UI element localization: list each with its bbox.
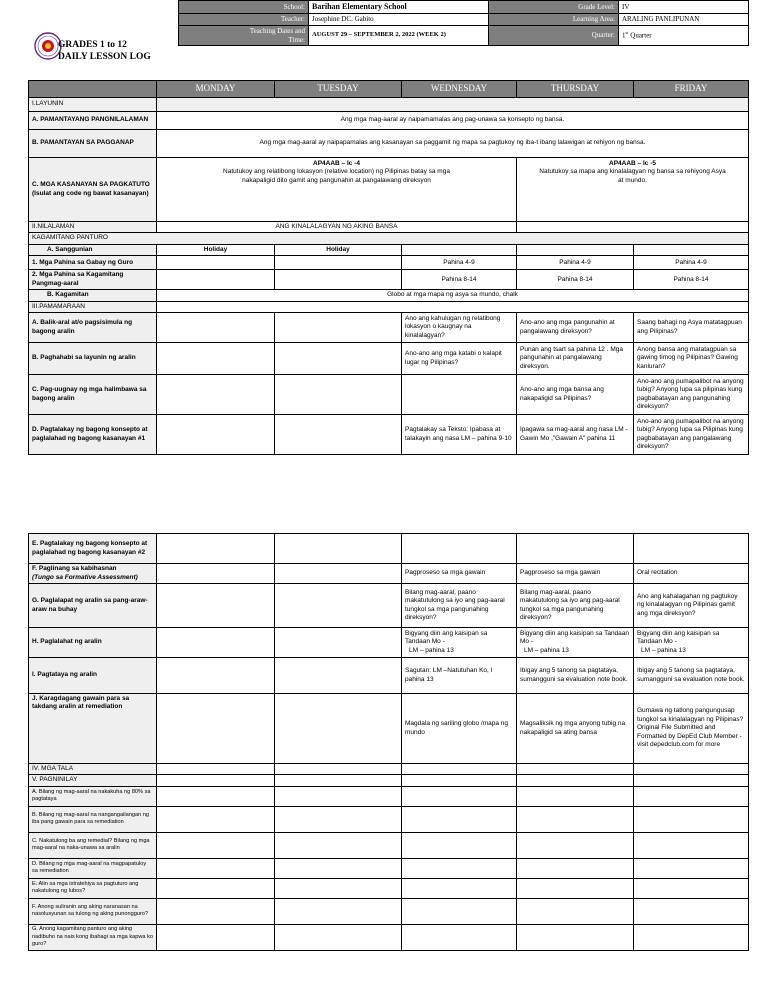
rb-tue bbox=[275, 806, 402, 832]
rd-thu bbox=[517, 858, 634, 878]
pam-text: Ang mga mag-aaral ay naipamamalas ang pag-unawa sa konsepto ng bansa. bbox=[157, 112, 749, 130]
i-label: I. Pagtataya ng aralin bbox=[29, 658, 157, 694]
rc-fri bbox=[634, 832, 749, 858]
quarter-word: Quarter bbox=[628, 31, 652, 40]
area-value: ARALING PANLIPUNAN bbox=[619, 14, 749, 26]
re-label: E. Alin sa mga istratehiya sa pagtuturo ang nakatulong ng lubos? bbox=[29, 878, 157, 898]
rf-fri bbox=[634, 898, 749, 924]
row-pagninilay bbox=[29, 775, 749, 786]
school-value: Barihan Elementary School bbox=[309, 1, 489, 14]
quarter-label: Quarter: bbox=[489, 26, 619, 45]
page-one bbox=[0, 0, 768, 475]
g-mon bbox=[157, 584, 275, 628]
rg-wed bbox=[402, 924, 517, 950]
row-paglinang bbox=[29, 564, 749, 584]
teacher-label: Teacher: bbox=[179, 14, 309, 26]
dates-value: AUGUST 29 – SEPTEMBER 2, 2022 (WEEK 2) bbox=[309, 26, 489, 45]
sang-label: A. Sanggunian bbox=[29, 244, 157, 255]
kas-label: C. MGA KASANAYAN SA PAGKATUTO (Isulat ang code ng bawat kasanayan) bbox=[29, 158, 157, 222]
row-pamantayan-sa-pagganap bbox=[29, 130, 749, 158]
d-mon bbox=[157, 415, 275, 455]
pama-blank bbox=[157, 301, 749, 312]
h-thu-line-2: LM – pahina 13 bbox=[524, 646, 569, 654]
rc-mon bbox=[157, 832, 275, 858]
rg-tue bbox=[275, 924, 402, 950]
area-label: Learning Area: bbox=[489, 14, 619, 26]
sang-thu bbox=[517, 244, 634, 255]
sang-fri bbox=[634, 244, 749, 255]
quarter-ordinal: st bbox=[625, 30, 629, 36]
holiday-tuesday: Holiday bbox=[275, 244, 402, 255]
row-gabay-guro bbox=[29, 256, 749, 270]
rd-fri bbox=[634, 858, 749, 878]
b-tue bbox=[275, 343, 402, 375]
h-mon bbox=[157, 628, 275, 658]
f-mon bbox=[157, 564, 275, 584]
pag-text: Ang mga mag-aaral ay naipapamalas ang kasanayan sa paggamit ng mapa sa pagtukoy ng iba-t ibang lalawigan at rehiyon ng bansa. bbox=[157, 130, 749, 158]
quarter-number: 1 bbox=[622, 31, 626, 40]
kmag-fri: Pahina 8-14 bbox=[634, 270, 749, 290]
a-fri: Saang bahagi ng Asya matatagpuan ang Pilipinas? bbox=[634, 313, 749, 343]
b-thu: Punan ang tsart sa pahina 12 . Mga pangunahin at pangalawang direksyon. bbox=[517, 343, 634, 375]
h-thu-line-1: Bigyang diin ang kaisipan sa Tandaan Mo - bbox=[520, 629, 630, 646]
rc-label: C. Nakatulong ba ang remedial? Bilang ng mga mag-aaral na naka-unawa sa aralin bbox=[29, 832, 157, 858]
i-tue bbox=[275, 658, 402, 694]
layunin-label: I.LAYUNIN bbox=[29, 98, 157, 112]
row-kagamitan bbox=[29, 290, 749, 301]
header-info-table bbox=[178, 0, 749, 46]
g-label: G. Paglalapat ng aralin sa pang-araw-araw na buhay bbox=[29, 584, 157, 628]
f-tue bbox=[275, 564, 402, 584]
f-label-main: F. Paglinang sa kabihasnan bbox=[32, 565, 117, 573]
kas-text-1: Natutukoy ang relatibong lokasyon (relative location) ng Pilipinas batay sa mga nakapaligid dito gamit ang pangunahin at pangalawang direksyon bbox=[223, 168, 450, 184]
nil-label: II.NILALAMAN bbox=[29, 222, 157, 233]
row-pamamaraan bbox=[29, 301, 749, 312]
e-thu bbox=[517, 534, 634, 564]
day-tuesday: TUESDAY bbox=[275, 81, 402, 98]
j-wed: Magdala ng sariling globo /mapa ng mundo bbox=[402, 694, 517, 764]
h-fri bbox=[634, 628, 749, 658]
e-fri bbox=[634, 534, 749, 564]
b-fri: Anong bansa ang matatagpuan sa gawing timog ng Pilipinas? Gawing kanluran? bbox=[634, 343, 749, 375]
kmag-mon bbox=[157, 270, 275, 290]
a-thu: Ano-ano ang mga pangunahin at pangalawang direksyon? bbox=[517, 313, 634, 343]
page-two bbox=[0, 530, 768, 1006]
rf-wed bbox=[402, 898, 517, 924]
kagb-label: B. Kagamitan bbox=[29, 290, 157, 301]
dates-label-line-2: Time: bbox=[288, 35, 305, 44]
pagn-tue bbox=[275, 775, 402, 786]
ra-tue bbox=[275, 786, 402, 806]
c-thu: Ano-ano ang mga bansa ang nakapaligid sa Pilipinas? bbox=[517, 375, 634, 415]
nil-blank bbox=[517, 222, 749, 233]
rf-tue bbox=[275, 898, 402, 924]
layunin-blank bbox=[157, 98, 749, 112]
lesson-table-page-2 bbox=[28, 533, 749, 951]
j-mon bbox=[157, 694, 275, 764]
row-kasanayan bbox=[29, 158, 749, 222]
row-reflection-d bbox=[29, 858, 749, 878]
h-label: H. Paglalahat ng aralin bbox=[29, 628, 157, 658]
pagn-wed bbox=[402, 775, 517, 786]
kas-cell-1 bbox=[157, 158, 517, 222]
row-nilalaman bbox=[29, 222, 749, 233]
rg-mon bbox=[157, 924, 275, 950]
pagn-thu bbox=[517, 775, 634, 786]
kag-label: KAGAMITANG PANTURO bbox=[29, 233, 749, 244]
j-label: J. Karagdagang gawain para sa takdang aralin at remediation bbox=[29, 694, 157, 764]
rc-wed bbox=[402, 832, 517, 858]
re-fri bbox=[634, 878, 749, 898]
ra-wed bbox=[402, 786, 517, 806]
dates-label-line-1: Teaching Dates and bbox=[249, 27, 305, 36]
rc-tue bbox=[275, 832, 402, 858]
row-reflection-g bbox=[29, 924, 749, 950]
c-tue bbox=[275, 375, 402, 415]
row-reflection-f bbox=[29, 898, 749, 924]
grade-label: Grade Level: bbox=[489, 1, 619, 14]
e-wed bbox=[402, 534, 517, 564]
day-friday: FRIDAY bbox=[634, 81, 749, 98]
g-tue bbox=[275, 584, 402, 628]
g-thu: Bilang mag-aaral, paano makatutulong sa iyo ang pag-aaral tungkol sa mga pangunahing direksyon? bbox=[517, 584, 634, 628]
holiday-monday: Holiday bbox=[157, 244, 275, 255]
pag-label: B. PAMANTAYAN SA PAGGANAP bbox=[29, 130, 157, 158]
h-wed-line-2: LM – pahina 13 bbox=[409, 646, 454, 654]
ra-fri bbox=[634, 786, 749, 806]
d-tue bbox=[275, 415, 402, 455]
row-sanggunian bbox=[29, 244, 749, 255]
c-fri: Ano-ano ang pumapalibot na anyong tubig? Anyong lupa sa pilipinas kung pagbabatayan ang pangunahing direksyon? bbox=[634, 375, 749, 415]
j-fri: Gumawa ng tatlong pangungusap tungkol sa kinalalagyan ng Pilipinas? Original File Submitted and Formatted by DepEd Club Member - visit depedclub.com for more bbox=[634, 694, 749, 764]
grade-value: IV bbox=[619, 1, 749, 14]
d-thu: Ipagawa sa mag-aaral ang nasa LM - Gawin Mo ,"Gawain A" pahina 11 bbox=[517, 415, 634, 455]
b-mon bbox=[157, 343, 275, 375]
day-monday: MONDAY bbox=[157, 81, 275, 98]
lesson-table-page-1 bbox=[28, 80, 749, 455]
title-line-1: GRADES 1 to 12 bbox=[58, 40, 127, 50]
row-reflection-c bbox=[29, 832, 749, 858]
guro-label: 1. Mga Pahina sa Gabay ng Guro bbox=[29, 256, 157, 270]
ra-label: A. Bilang ng mag-aaral na nakakuha ng 80% sa pagtataya bbox=[29, 786, 157, 806]
day-header-row bbox=[29, 81, 749, 98]
pama-label: III.PAMAMARAAN bbox=[29, 301, 157, 312]
rf-thu bbox=[517, 898, 634, 924]
quarter-value bbox=[619, 26, 749, 45]
e-label: E. Pagtalakay ng bagong konsepto at paglalahad ng bagong kasanayan #2 bbox=[29, 534, 157, 564]
h-fri-line-1: Bigyang diin ang kaisipan sa Tandaan Mo - bbox=[637, 629, 720, 646]
row-paglalahat bbox=[29, 628, 749, 658]
row-pamantayang-pangnilalaman bbox=[29, 112, 749, 130]
i-fri: Ibigay ang 5 tanong sa pagtataya, sumangguni sa evaluation note book. bbox=[634, 658, 749, 694]
re-thu bbox=[517, 878, 634, 898]
row-kagamitang-panturo bbox=[29, 233, 749, 244]
tala-mon bbox=[157, 764, 275, 775]
sang-wed bbox=[402, 244, 517, 255]
log-title bbox=[58, 39, 151, 64]
d-label: D. Pagtalakay ng bagong konsepto at paglalahad ng bagong kasanayan #1 bbox=[29, 415, 157, 455]
rd-tue bbox=[275, 858, 402, 878]
h-wed bbox=[402, 628, 517, 658]
nil-text: ANG KINALALAGYAN NG AKING BANSA bbox=[157, 222, 517, 233]
tala-wed bbox=[402, 764, 517, 775]
a-label: A. Balik-aral at/o pagsisimula ng bagong aralin bbox=[29, 313, 157, 343]
f-thu: Pagproseso sa mga gawain bbox=[517, 564, 634, 584]
row-reflection-b bbox=[29, 806, 749, 832]
rg-thu bbox=[517, 924, 634, 950]
dates-label bbox=[179, 26, 309, 45]
pam-label: A. PAMANTAYANG PANGNILALAMAN bbox=[29, 112, 157, 130]
f-label-sub: (Tungo sa Formative Assessment) bbox=[32, 573, 138, 581]
rb-mon bbox=[157, 806, 275, 832]
guro-thu: Pahina 4-9 bbox=[517, 256, 634, 270]
row-karagdagang-gawain bbox=[29, 694, 749, 764]
rd-mon bbox=[157, 858, 275, 878]
e-mon bbox=[157, 534, 275, 564]
kas-text-2: Natutukoy sa mapa ang kinalalagyan ng bansa sa rehiyong Asya at mundo. bbox=[539, 168, 726, 184]
rg-fri bbox=[634, 924, 749, 950]
day-wednesday: WEDNESDAY bbox=[402, 81, 517, 98]
kas-code-1: AP4AAB – Ic -4 bbox=[313, 160, 360, 167]
kmag-tue bbox=[275, 270, 402, 290]
rf-label: F. Anong suliranin ang aking naranasan na nasolusyunan sa tulong ng aking punongguro? bbox=[29, 898, 157, 924]
teacher-value: Josephine DC. Gabito bbox=[309, 14, 489, 26]
guro-wed: Pahina 4-9 bbox=[402, 256, 517, 270]
i-wed: Sagutan: LM –Natutuhan Ko, I pahina 13 bbox=[402, 658, 517, 694]
h-thu bbox=[517, 628, 634, 658]
ra-thu bbox=[517, 786, 634, 806]
kmag-thu: Pahina 8-14 bbox=[517, 270, 634, 290]
i-mon bbox=[157, 658, 275, 694]
re-wed bbox=[402, 878, 517, 898]
f-fri: Oral recitation bbox=[634, 564, 749, 584]
row-pagtalakay-1 bbox=[29, 415, 749, 455]
h-wed-line-1: Bigyang diin ang kaisipan sa Tandaan Mo - bbox=[405, 629, 488, 646]
title-line-2: DAILY LESSON LOG bbox=[58, 52, 151, 63]
ra-mon bbox=[157, 786, 275, 806]
j-tue bbox=[275, 694, 402, 764]
g-fri: Ano ang kahalagahan ng pagtukoy ng kinalalagyan ng Pilipinas gamit ang mga direksyon? bbox=[634, 584, 749, 628]
rb-thu bbox=[517, 806, 634, 832]
i-thu: Ibigay ang 5 tanong sa pagtataya, sumangguni sa evaluation note book. bbox=[517, 658, 634, 694]
c-mon bbox=[157, 375, 275, 415]
e-tue bbox=[275, 534, 402, 564]
a-tue bbox=[275, 313, 402, 343]
row-mga-tala bbox=[29, 764, 749, 775]
row-kagamitang-pangmag-aaral bbox=[29, 270, 749, 290]
c-wed bbox=[402, 375, 517, 415]
tala-thu bbox=[517, 764, 634, 775]
rd-label: D. Bilang ng mga mag-aaral na magpapatuloy sa remediation bbox=[29, 858, 157, 878]
tala-fri bbox=[634, 764, 749, 775]
j-thu: Magsaliksik ng mga anyong tubig na nakapaligid sa ating bansa bbox=[517, 694, 634, 764]
row-pag-uugnay bbox=[29, 375, 749, 415]
rc-thu bbox=[517, 832, 634, 858]
rg-label: G. Anong kagamitang panturo ang aking nadibuho na nais kong ibahagi sa mga kapwa ko guro? bbox=[29, 924, 157, 950]
re-mon bbox=[157, 878, 275, 898]
guro-fri: Pahina 4-9 bbox=[634, 256, 749, 270]
row-pagtalakay-2 bbox=[29, 534, 749, 564]
a-mon bbox=[157, 313, 275, 343]
rb-wed bbox=[402, 806, 517, 832]
tala-label: IV. MGA TALA bbox=[29, 764, 157, 775]
row-paghahabi bbox=[29, 343, 749, 375]
f-wed: Pagproseso sa mga gawain bbox=[402, 564, 517, 584]
rb-fri bbox=[634, 806, 749, 832]
g-wed: Bilang mag-aaral, paano makatutulong sa iyo ang pag-aaral tungkol sa mga pangunahing direksyon? bbox=[402, 584, 517, 628]
pagn-mon bbox=[157, 775, 275, 786]
row-reflection-a bbox=[29, 786, 749, 806]
h-fri-line-2: LM – pahina 13 bbox=[641, 646, 686, 654]
kmag-wed: Pahina 8-14 bbox=[402, 270, 517, 290]
c-label: C. Pag-uugnay ng mga halimbawa sa bagong aralin bbox=[29, 375, 157, 415]
b-label: B. Paghahabi sa layunin ng aralin bbox=[29, 343, 157, 375]
a-wed: Ano ang kahulugan ng relatibong lokasyon o kaugnay na kinalalagyan? bbox=[402, 313, 517, 343]
guro-mon bbox=[157, 256, 275, 270]
row-paglalapat bbox=[29, 584, 749, 628]
tala-tue bbox=[275, 764, 402, 775]
f-label bbox=[29, 564, 157, 584]
pagn-fri bbox=[634, 775, 749, 786]
kmag-label: 2. Mga Pahina sa Kagamitang Pangmag-aaral bbox=[29, 270, 157, 290]
pagn-label: V. PAGNINILAY bbox=[29, 775, 157, 786]
b-wed: Ano-ano ang mga katabi o kalapit lugar ng Pilipinas? bbox=[402, 343, 517, 375]
day-header-blank bbox=[29, 81, 157, 98]
d-fri: Ano-ano ang pumapalibot na anyong tubig? Anyong lupa sa Pilipinas kung pagbabatayan ang pangalawang direksyon? bbox=[634, 415, 749, 455]
guro-tue bbox=[275, 256, 402, 270]
rd-wed bbox=[402, 858, 517, 878]
h-tue bbox=[275, 628, 402, 658]
kas-cell-2 bbox=[517, 158, 749, 222]
day-thursday: THURSDAY bbox=[517, 81, 634, 98]
d-wed: Pagtalakay sa Teksto: Ipabasa at talakayin ang nasa LM – pahina 9-10 bbox=[402, 415, 517, 455]
kagb-text: Globo at mga mapa ng asya sa mundo, chalk bbox=[157, 290, 749, 301]
kas-code-2: AP4AAB – Ic -5 bbox=[609, 160, 656, 167]
row-reflection-e bbox=[29, 878, 749, 898]
school-label: School: bbox=[179, 1, 309, 14]
row-balik-aral bbox=[29, 313, 749, 343]
rf-mon bbox=[157, 898, 275, 924]
rb-label: B. Bilang ng mag-aaral na nangangailangan ng iba pang gawain para sa remediation bbox=[29, 806, 157, 832]
row-layunin bbox=[29, 98, 749, 112]
row-pagtataya bbox=[29, 658, 749, 694]
re-tue bbox=[275, 878, 402, 898]
